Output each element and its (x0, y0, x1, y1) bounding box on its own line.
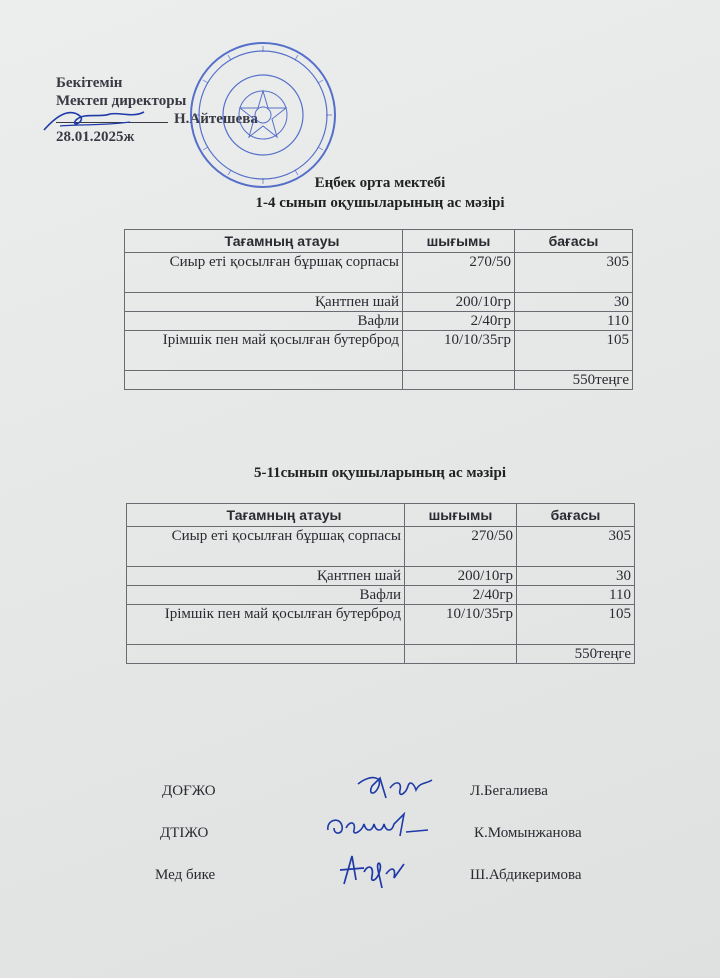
table-row (125, 312, 633, 331)
dish-name: Қантпен шай (125, 293, 403, 312)
menu2-title: 5-11сынып оқушыларының ас мәзірі (253, 465, 506, 481)
column-header-dish: Тағамның атауы (125, 230, 403, 253)
official-stamp (188, 40, 338, 190)
signature-3 (334, 850, 414, 894)
signatory-name: Ш.Абдикеримова (470, 867, 582, 883)
signature-role: ДТІЖО (160, 825, 209, 841)
dish-name: Сиыр еті қосылған бұршақ сорпасы (125, 253, 403, 293)
table-row (127, 586, 635, 605)
menu2-table (126, 503, 635, 664)
table-header-row (125, 230, 633, 253)
column-header-yield: шығымы (405, 504, 517, 527)
approval-heading: Бекітемін (56, 75, 123, 91)
signatory-name: Л.Бегалиева (470, 783, 548, 799)
table-row (125, 293, 633, 312)
dish-name: Қантпен шай (127, 567, 405, 586)
empty-cell (405, 645, 517, 664)
director-signature (40, 104, 150, 138)
table-total-row (127, 645, 635, 664)
dish-yield: 2/40гр (405, 586, 517, 605)
total-price: 550теңге (515, 371, 633, 390)
signature-1 (350, 770, 440, 804)
director-name: Н.Айтешева (174, 111, 258, 127)
dish-yield: 200/10гр (403, 293, 515, 312)
empty-cell (127, 645, 405, 664)
dish-yield: 10/10/35гр (405, 605, 517, 645)
empty-cell (403, 371, 515, 390)
dish-yield: 200/10гр (405, 567, 517, 586)
dish-name: Ірімшік пен май қосылған бутерброд (125, 331, 403, 371)
dish-price: 305 (515, 253, 633, 293)
total-price: 550теңге (517, 645, 635, 664)
approval-position: Мектеп директоры (56, 93, 187, 109)
menu1-table (124, 229, 633, 390)
column-header-yield: шығымы (403, 230, 515, 253)
dish-yield: 270/50 (403, 253, 515, 293)
signature-2 (322, 810, 432, 842)
dish-name: Ірімшік пен май қосылған бутерброд (127, 605, 405, 645)
school-name: Еңбек орта мектебі (314, 175, 446, 191)
table-row (127, 527, 635, 567)
table-row (125, 253, 633, 293)
table-header-row (127, 504, 635, 527)
signature-role: ДОҒЖО (162, 783, 216, 799)
column-header-price: бағасы (517, 504, 635, 527)
table-row (127, 567, 635, 586)
dish-price: 30 (517, 567, 635, 586)
dish-price: 110 (517, 586, 635, 605)
table-row (125, 331, 633, 371)
empty-cell (125, 371, 403, 390)
column-header-price: бағасы (515, 230, 633, 253)
dish-price: 105 (515, 331, 633, 371)
dish-name: Сиыр еті қосылған бұршақ сорпасы (127, 527, 405, 567)
dish-name: Вафли (125, 312, 403, 331)
table-row (127, 605, 635, 645)
dish-price: 30 (515, 293, 633, 312)
dish-price: 105 (517, 605, 635, 645)
signature-role: Мед бике (155, 867, 216, 883)
table-total-row (125, 371, 633, 390)
approval-date: 28.01.2025ж (56, 129, 135, 145)
dish-price: 305 (517, 527, 635, 567)
dish-yield: 2/40гр (403, 312, 515, 331)
dish-name: Вафли (127, 586, 405, 605)
signatory-name: К.Момынжанова (474, 825, 582, 841)
dish-yield: 10/10/35гр (403, 331, 515, 371)
dish-price: 110 (515, 312, 633, 331)
menu1-title: 1-4 сынып оқушыларының ас мәзірі (255, 195, 505, 211)
dish-yield: 270/50 (405, 527, 517, 567)
column-header-dish: Тағамның атауы (127, 504, 405, 527)
